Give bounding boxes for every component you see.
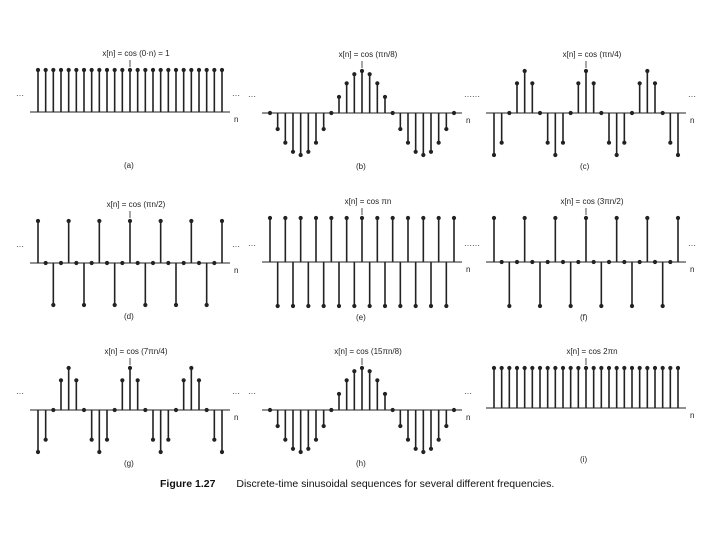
stem-marker: [645, 366, 649, 370]
stem-marker: [368, 369, 372, 373]
stem-marker: [546, 141, 550, 145]
stem-marker: [561, 260, 565, 264]
stem-marker: [337, 95, 341, 99]
stem-marker: [51, 408, 55, 412]
stem-marker: [174, 303, 178, 307]
stem-marker: [136, 261, 140, 265]
x-axis-label: n: [234, 413, 239, 422]
stem-marker: [276, 424, 280, 428]
stem-marker: [67, 68, 71, 72]
stem-marker: [97, 68, 101, 72]
stem-marker: [67, 366, 71, 370]
stem-marker: [74, 68, 78, 72]
stem-marker: [653, 366, 657, 370]
panel-label: (c): [580, 162, 590, 171]
plot-title: x[n] = cos (πn/4): [562, 50, 622, 59]
stem-marker: [406, 141, 410, 145]
stem-marker: [337, 304, 341, 308]
plot-title: x[n] = cos (15πn/8): [334, 347, 402, 356]
stem-marker: [523, 216, 527, 220]
stem-marker: [90, 68, 94, 72]
stem-marker: [360, 69, 364, 73]
stem-marker: [607, 141, 611, 145]
stem-marker: [515, 366, 519, 370]
stem-marker: [507, 366, 511, 370]
stem-marker: [569, 304, 573, 308]
stem-marker: [622, 260, 626, 264]
panel-label: (i): [580, 455, 588, 464]
plot-title: x[n] = cos (πn/8): [338, 50, 398, 59]
stem-marker: [291, 304, 295, 308]
stem-marker: [523, 69, 527, 73]
plot-title: x[n] = cos (7πn/4): [104, 347, 168, 356]
stem-marker: [151, 438, 155, 442]
stem-marker: [329, 408, 333, 412]
stem-marker: [51, 68, 55, 72]
stem-marker: [352, 304, 356, 308]
stem-plot-5: [248, 197, 472, 322]
stem-marker: [189, 366, 193, 370]
panel-label: (b): [356, 162, 366, 171]
stem-marker: [599, 366, 603, 370]
stem-marker: [538, 304, 542, 308]
stem-marker: [530, 366, 534, 370]
stem-marker: [630, 366, 634, 370]
stem-marker: [576, 260, 580, 264]
panel-label: (h): [356, 459, 366, 468]
plot-title: x[n] = cos πn: [344, 197, 392, 206]
stem-marker: [314, 141, 318, 145]
stem-marker: [151, 68, 155, 72]
stem-marker: [268, 216, 272, 220]
stem-marker: [166, 261, 170, 265]
stem-marker: [352, 72, 356, 76]
stem-marker: [128, 219, 132, 223]
stem-marker: [569, 366, 573, 370]
stem-marker: [174, 408, 178, 412]
stem-marker: [630, 304, 634, 308]
stem-marker: [584, 69, 588, 73]
stem-marker: [128, 366, 132, 370]
stem-marker: [352, 369, 356, 373]
continuation-dots-right: ···: [688, 92, 696, 101]
stem-marker: [44, 261, 48, 265]
continuation-dots-left: ···: [472, 241, 480, 250]
panel-label: (e): [356, 313, 366, 322]
plot-title: x[n] = cos (3πn/2): [560, 197, 624, 206]
stem-marker: [592, 260, 596, 264]
stem-marker: [329, 111, 333, 115]
stem-marker: [82, 68, 86, 72]
continuation-dots-right: ···: [464, 92, 472, 101]
stem-marker: [143, 68, 147, 72]
stem-marker: [120, 378, 124, 382]
stem-marker: [159, 450, 163, 454]
stem-marker: [299, 450, 303, 454]
stem-marker: [368, 304, 372, 308]
figure-caption-label: Figure 1.27: [160, 478, 216, 490]
stem-marker: [584, 216, 588, 220]
stem-marker: [444, 424, 448, 428]
x-axis-label: n: [466, 413, 471, 422]
stem-marker: [143, 408, 147, 412]
stem-marker: [197, 68, 201, 72]
stem-marker: [220, 68, 224, 72]
stem-marker: [398, 304, 402, 308]
stem-marker: [90, 438, 94, 442]
stem-marker: [212, 261, 216, 265]
stem-marker: [120, 68, 124, 72]
stem-marker: [322, 424, 326, 428]
stem-plot-8: [248, 347, 472, 468]
stem-marker: [622, 366, 626, 370]
stem-marker: [406, 216, 410, 220]
stem-plot-3: [472, 50, 696, 171]
stem-marker: [220, 219, 224, 223]
stem-marker: [538, 111, 542, 115]
stem-marker: [205, 408, 209, 412]
stem-marker: [283, 438, 287, 442]
stem-marker: [67, 219, 71, 223]
continuation-dots-left: ···: [16, 91, 24, 100]
stem-marker: [653, 81, 657, 85]
stem-marker: [220, 450, 224, 454]
continuation-dots-left: ···: [16, 389, 24, 398]
stem-marker: [429, 304, 433, 308]
stem-marker: [197, 378, 201, 382]
stem-plot-1: [16, 49, 240, 170]
stem-marker: [421, 216, 425, 220]
stem-marker: [189, 68, 193, 72]
stem-marker: [561, 141, 565, 145]
stem-marker: [414, 304, 418, 308]
stem-marker: [306, 447, 310, 451]
stem-marker: [546, 366, 550, 370]
stem-marker: [105, 68, 109, 72]
stem-marker: [90, 261, 94, 265]
stem-marker: [136, 68, 140, 72]
stem-marker: [97, 450, 101, 454]
stem-marker: [182, 378, 186, 382]
stem-marker: [360, 216, 364, 220]
stem-marker: [166, 438, 170, 442]
x-axis-label: n: [690, 265, 695, 274]
stem-marker: [36, 450, 40, 454]
stem-marker: [546, 260, 550, 264]
stem-marker: [668, 141, 672, 145]
stem-marker: [561, 366, 565, 370]
stem-marker: [291, 150, 295, 154]
stem-marker: [452, 111, 456, 115]
stem-marker: [299, 153, 303, 157]
stem-marker: [105, 261, 109, 265]
stem-marker: [383, 95, 387, 99]
stem-marker: [530, 81, 534, 85]
stem-marker: [638, 260, 642, 264]
stem-marker: [360, 366, 364, 370]
stem-marker: [638, 81, 642, 85]
stem-marker: [82, 303, 86, 307]
stem-marker: [607, 260, 611, 264]
stem-marker: [345, 81, 349, 85]
stem-marker: [375, 216, 379, 220]
stem-marker: [576, 81, 580, 85]
stem-marker: [212, 68, 216, 72]
stem-marker: [182, 261, 186, 265]
stem-marker: [337, 392, 341, 396]
stem-marker: [283, 216, 287, 220]
stem-plot-7: [16, 347, 240, 468]
stem-marker: [113, 303, 117, 307]
stem-marker: [500, 141, 504, 145]
stem-marker: [44, 68, 48, 72]
stem-marker: [645, 216, 649, 220]
stem-marker: [653, 260, 657, 264]
stem-marker: [74, 378, 78, 382]
stem-marker: [553, 216, 557, 220]
stem-marker: [452, 216, 456, 220]
stem-marker: [515, 260, 519, 264]
stem-marker: [668, 260, 672, 264]
continuation-dots-left: ···: [248, 389, 256, 398]
stem-marker: [437, 141, 441, 145]
continuation-dots-right: ···: [464, 389, 472, 398]
continuation-dots-left: ···: [16, 242, 24, 251]
plot-title: x[n] = cos (0·n) = 1: [102, 49, 170, 58]
stem-marker: [538, 366, 542, 370]
stem-marker: [661, 304, 665, 308]
stem-marker: [615, 216, 619, 220]
continuation-dots-right: ···: [232, 242, 240, 251]
stem-marker: [645, 69, 649, 73]
stem-marker: [492, 366, 496, 370]
stem-marker: [383, 392, 387, 396]
stem-marker: [607, 366, 611, 370]
x-axis-label: n: [690, 411, 695, 420]
stem-marker: [314, 216, 318, 220]
stem-marker: [105, 438, 109, 442]
stem-marker: [676, 366, 680, 370]
stem-marker: [599, 304, 603, 308]
stem-marker: [51, 303, 55, 307]
continuation-dots-right: ···: [688, 241, 696, 250]
stem-marker: [391, 408, 395, 412]
stem-marker: [523, 366, 527, 370]
stem-marker: [444, 127, 448, 131]
stem-marker: [212, 438, 216, 442]
x-axis-label: n: [234, 266, 239, 275]
stem-marker: [120, 261, 124, 265]
stem-marker: [182, 68, 186, 72]
stem-marker: [189, 219, 193, 223]
stem-marker: [414, 447, 418, 451]
figure-caption: [160, 478, 680, 490]
stem-marker: [599, 111, 603, 115]
stem-marker: [306, 304, 310, 308]
stem-marker: [638, 366, 642, 370]
stem-marker: [276, 304, 280, 308]
panel-label: (a): [124, 161, 134, 170]
stem-marker: [530, 260, 534, 264]
stem-marker: [452, 408, 456, 412]
stem-marker: [676, 216, 680, 220]
stem-marker: [322, 127, 326, 131]
stem-marker: [59, 68, 63, 72]
stem-marker: [159, 219, 163, 223]
stem-marker: [406, 438, 410, 442]
stem-marker: [59, 378, 63, 382]
stem-marker: [492, 216, 496, 220]
panel-label: (f): [580, 313, 588, 322]
stem-marker: [306, 150, 310, 154]
stem-marker: [136, 378, 140, 382]
stem-marker: [391, 216, 395, 220]
stem-marker: [553, 153, 557, 157]
stem-marker: [151, 261, 155, 265]
stem-marker: [345, 378, 349, 382]
stem-marker: [345, 216, 349, 220]
continuation-dots-right: ···: [232, 91, 240, 100]
stem-marker: [205, 303, 209, 307]
stem-marker: [166, 68, 170, 72]
stem-marker: [500, 366, 504, 370]
stem-marker: [515, 81, 519, 85]
stem-marker: [375, 378, 379, 382]
stem-marker: [444, 304, 448, 308]
stem-marker: [74, 261, 78, 265]
stem-marker: [113, 408, 117, 412]
stem-marker: [615, 366, 619, 370]
stem-marker: [668, 366, 672, 370]
stem-marker: [143, 303, 147, 307]
stem-marker: [314, 438, 318, 442]
plot-title: x[n] = cos 2πn: [566, 347, 618, 356]
stem-marker: [592, 366, 596, 370]
stem-marker: [205, 68, 209, 72]
stem-marker: [507, 304, 511, 308]
continuation-dots-left: ···: [248, 241, 256, 250]
stem-marker: [368, 72, 372, 76]
stem-marker: [661, 366, 665, 370]
x-axis-label: n: [466, 116, 471, 125]
stem-marker: [128, 68, 132, 72]
stem-marker: [375, 81, 379, 85]
stem-marker: [576, 366, 580, 370]
stem-marker: [492, 153, 496, 157]
stem-marker: [329, 216, 333, 220]
stem-marker: [421, 450, 425, 454]
stem-marker: [630, 111, 634, 115]
stem-marker: [569, 111, 573, 115]
plot-title: x[n] = cos (πn/2): [106, 200, 166, 209]
continuation-dots-left: ···: [248, 92, 256, 101]
x-axis-label: n: [690, 116, 695, 125]
stem-marker: [429, 150, 433, 154]
stem-marker: [622, 141, 626, 145]
stem-marker: [59, 261, 63, 265]
stem-marker: [500, 260, 504, 264]
stem-marker: [414, 150, 418, 154]
stem-marker: [36, 219, 40, 223]
stem-marker: [197, 261, 201, 265]
stem-plot-6: [472, 197, 696, 322]
stem-marker: [322, 304, 326, 308]
stem-marker: [44, 438, 48, 442]
stem-marker: [36, 68, 40, 72]
stem-marker: [429, 447, 433, 451]
stem-plot-9: [486, 347, 694, 464]
stem-marker: [82, 408, 86, 412]
stem-plot-2: [248, 50, 472, 171]
stem-marker: [391, 111, 395, 115]
stem-marker: [398, 127, 402, 131]
continuation-dots-left: ···: [472, 92, 480, 101]
stem-marker: [268, 408, 272, 412]
stem-marker: [676, 153, 680, 157]
stem-marker: [398, 424, 402, 428]
stem-marker: [383, 304, 387, 308]
continuation-dots-right: ···: [232, 389, 240, 398]
stem-marker: [592, 81, 596, 85]
stem-marker: [584, 366, 588, 370]
stem-marker: [276, 127, 280, 131]
stem-marker: [113, 68, 117, 72]
stem-marker: [661, 111, 665, 115]
stem-marker: [437, 438, 441, 442]
stem-marker: [615, 153, 619, 157]
stem-marker: [159, 68, 163, 72]
stem-marker: [553, 366, 557, 370]
x-axis-label: n: [466, 265, 471, 274]
continuation-dots-right: ···: [464, 241, 472, 250]
stem-plot-4: [16, 200, 240, 321]
panel-label: (d): [124, 312, 134, 321]
stem-marker: [97, 219, 101, 223]
stem-marker: [421, 153, 425, 157]
x-axis-label: n: [234, 115, 239, 124]
stem-marker: [268, 111, 272, 115]
stem-marker: [174, 68, 178, 72]
stem-marker: [299, 216, 303, 220]
figure-caption-text: Discrete-time sinusoidal sequences for several different frequencies.: [236, 478, 555, 490]
stem-marker: [507, 111, 511, 115]
panel-label: (g): [124, 459, 134, 468]
stem-marker: [291, 447, 295, 451]
stem-marker: [437, 216, 441, 220]
stem-marker: [283, 141, 287, 145]
